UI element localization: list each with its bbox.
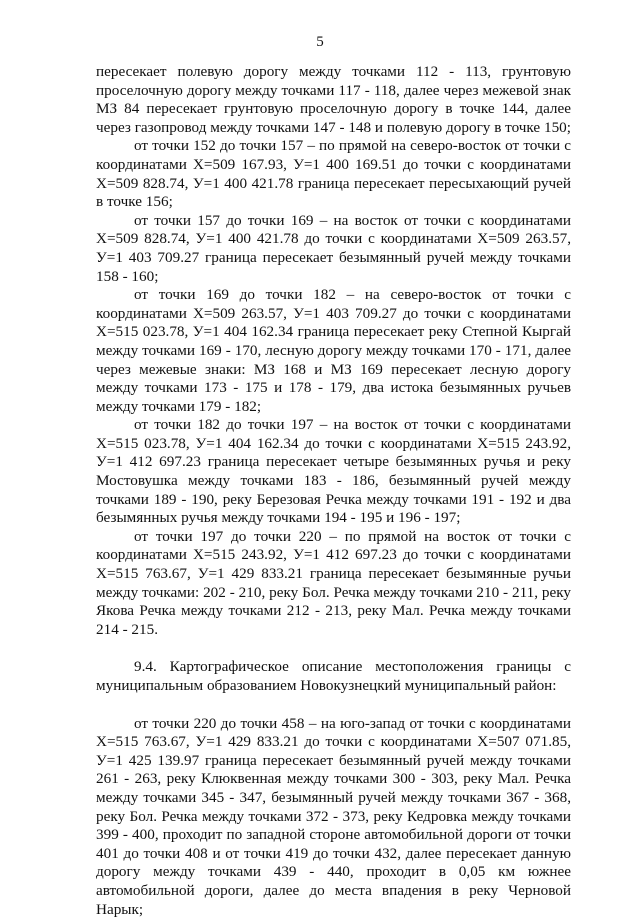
paragraph-points-169-182: от точки 169 до точки 182 – на северо-восток от точки с координатами X=509 263.57, У=1 403 709.27 до точки с координатами X=515 023.78, У=1 404 162.34 граница пересекает реку Степной Кыргай между точками 169 - 170, лесную дорогу между точками 170 - 171, далее через межевые знаки: МЗ 168 и МЗ 169 пересекает лесную дорогу между точками 173 - 175 и 178 - 179, два истока безымянных ручьев между точками 179 - 182; — [96, 286, 571, 415]
document-body — [96, 63, 571, 919]
paragraph-points-220-458: от точки 220 до точки 458 – на юго-запад от точки с координатами X=515 763.67, У=1 429 833.21 до точки с координатами X=507 071.85, У=1 425 139.97 граница пересекает безымянный ручей между точками 261 - 263, реку Клюквенная между точками 300 - 303, реку Мал. Речка между точками 345 - 347, безымянный ручей между точками 367 - 368, реку Бол. Речка между точками 372 - 373, реку Кедровка между точками 399 - 400, проходит по западной стороне автомобильной дороги от точки 401 до точки 408 и от точки 419 до точки 432, далее пересекает данную дорогу между точками 439 - 440, проходит в 0,05 км южнее автомобильной дороги, далее до места впадения в реку Черновой Нарык; — [96, 714, 571, 918]
paragraph-points-197-220: от точки 197 до точки 220 – по прямой на восток от точки с координатами X=515 243.92, У=1 412 697.23 до точки с координатами X=515 763.67, У=1 429 833.21 граница пересекает безымянные ручьи между точками: 202 - 210, реку Бол. Речка между точками 210 - 211, реку Якова Речка между точками 212 - 213, реку Мал. Речка между точками 214 - 215. — [96, 527, 571, 638]
paragraph-continuation: пересекает полевую дорогу между точками 112 - 113, грунтовую проселочную дорогу между точками 117 - 118, далее через межевой знак МЗ 84 пересекает грунтовую проселочную дорогу в точке 144, далее через газопровод между точками 147 - 148 и полевую дорогу в точке 150; — [96, 63, 571, 136]
section-heading-9-4: 9.4. Картографическое описание местоположения границы с муниципальным образованием Новокузнецкий муниципальный район: — [96, 658, 571, 694]
paragraph-points-152-157: от точки 152 до точки 157 – по прямой на северо-восток от точки с координатами X=509 167.93, У=1 400 169.51 до точки с координатами X=509 828.74, У=1 400 421.78 граница пересекает пересыхающий ручей в точке 156; — [96, 137, 571, 211]
paragraph-points-182-197: от точки 182 до точки 197 – на восток от точки с координатами X=515 023.78, У=1 404 162.34 до точки с координатами X=515 243.92, У=1 412 697.23 граница пересекает четыре безымянных ручья и реку Мостовушка между точками 183 - 186, безымянный ручей между точками 189 - 190, реку Березовая Речка между точками 191 - 192 и два безымянных ручья между точками 194 - 195 и 196 - 197; — [96, 416, 571, 527]
paragraph-points-157-169: от точки 157 до точки 169 – на восток от точки с координатами X=509 828.74, У=1 400 421.78 до точки с координатами X=509 263.57, У=1 403 709.27 граница пересекает безымянный ручей между точками 158 - 160; — [96, 211, 571, 285]
page-number: 5 — [316, 34, 324, 50]
